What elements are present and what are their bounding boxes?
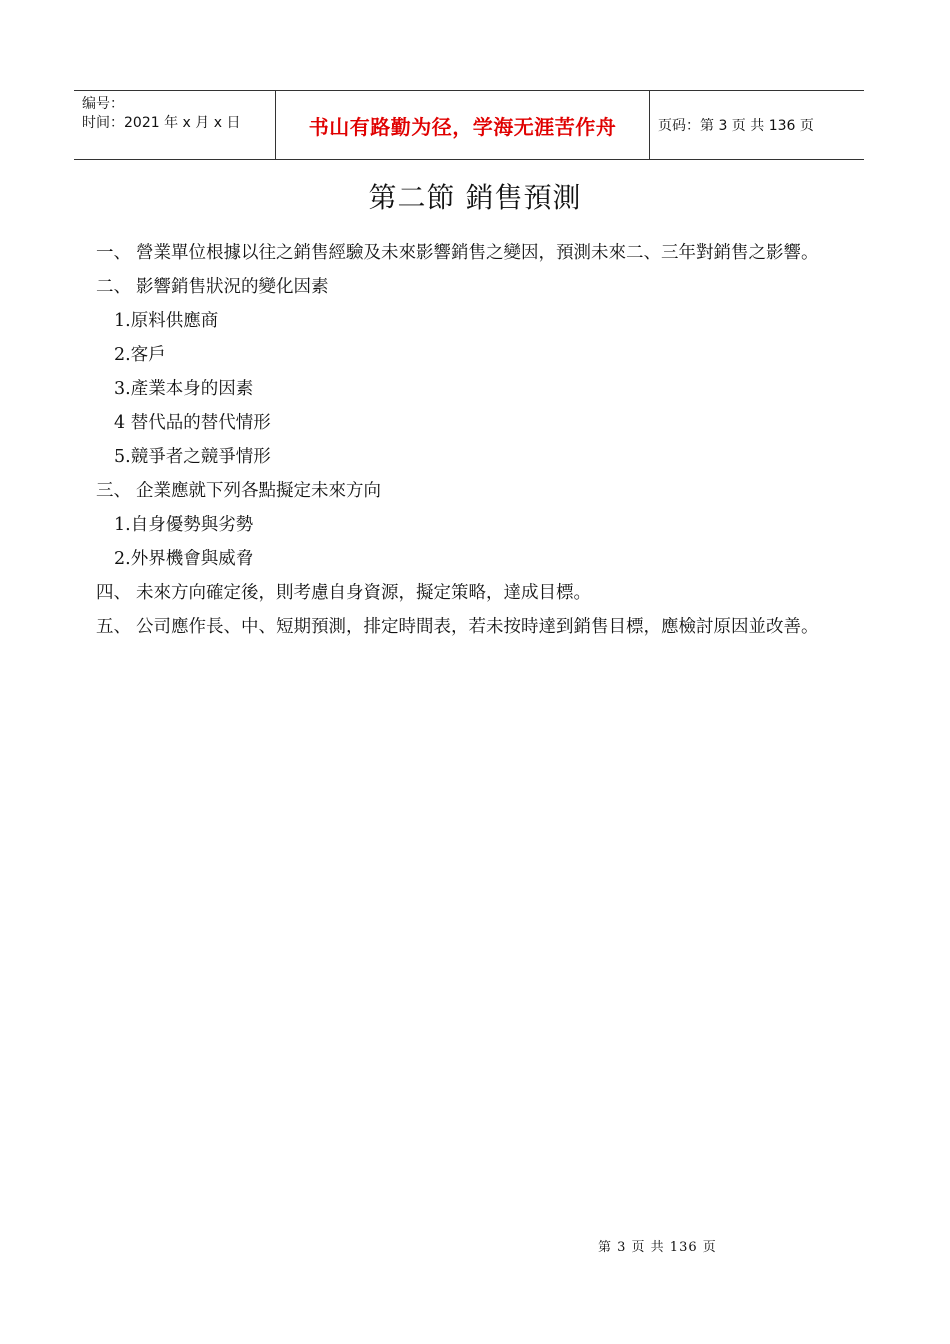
item-text: 影響銷售狀況的變化因素 <box>136 277 329 297</box>
date-label: 时间：2021 年 x 月 x 日 <box>82 115 241 131</box>
item-text: 公司應作長、中、短期預測，排定時間表，若未按時達到銷售目標，應檢討原因並改善。 <box>136 617 819 637</box>
sub-item: 4 替代品的替代情形 <box>114 413 271 433</box>
item-text: 企業應就下列各點擬定未來方向 <box>136 481 381 501</box>
header-motto: 书山有路勤为径，学海无涯苦作舟 <box>276 91 650 159</box>
sub-item: 1.原料供應商 <box>114 311 219 331</box>
header-meta <box>74 91 276 159</box>
page-header <box>74 90 864 160</box>
item-number: 一、 <box>96 243 131 263</box>
list-item <box>96 474 856 508</box>
item-number: 四、 <box>96 583 131 603</box>
item-text: 未來方向確定後，則考慮自身資源，擬定策略，達成目標。 <box>136 583 591 603</box>
header-page-info: 页码：第 3 页 共 136 页 <box>658 118 814 134</box>
list-item <box>96 270 856 304</box>
document-body <box>96 236 856 644</box>
item-text: 營業單位根據以往之銷售經驗及未來影響銷售之變因，預測未來二、三年對銷售之影響。 <box>136 243 819 263</box>
item-number: 二、 <box>96 277 131 297</box>
list-item <box>96 236 856 270</box>
serial-number-label: 编号： <box>82 96 124 112</box>
list-item <box>96 576 856 610</box>
page-footer: 第 3 页 共 136 页 <box>598 1240 717 1255</box>
sub-item: 2.客戶 <box>114 345 166 365</box>
item-number: 五、 <box>96 617 131 637</box>
sub-item: 2.外界機會與威脅 <box>114 549 254 569</box>
item-number: 三、 <box>96 481 131 501</box>
sub-item: 1.自身優勢與劣勢 <box>114 515 254 535</box>
list-item <box>96 610 856 644</box>
sub-item: 3.產業本身的因素 <box>114 379 254 399</box>
section-title: 第二節 銷售預測 <box>368 181 582 214</box>
sub-item: 5.競爭者之競爭情形 <box>114 447 271 467</box>
